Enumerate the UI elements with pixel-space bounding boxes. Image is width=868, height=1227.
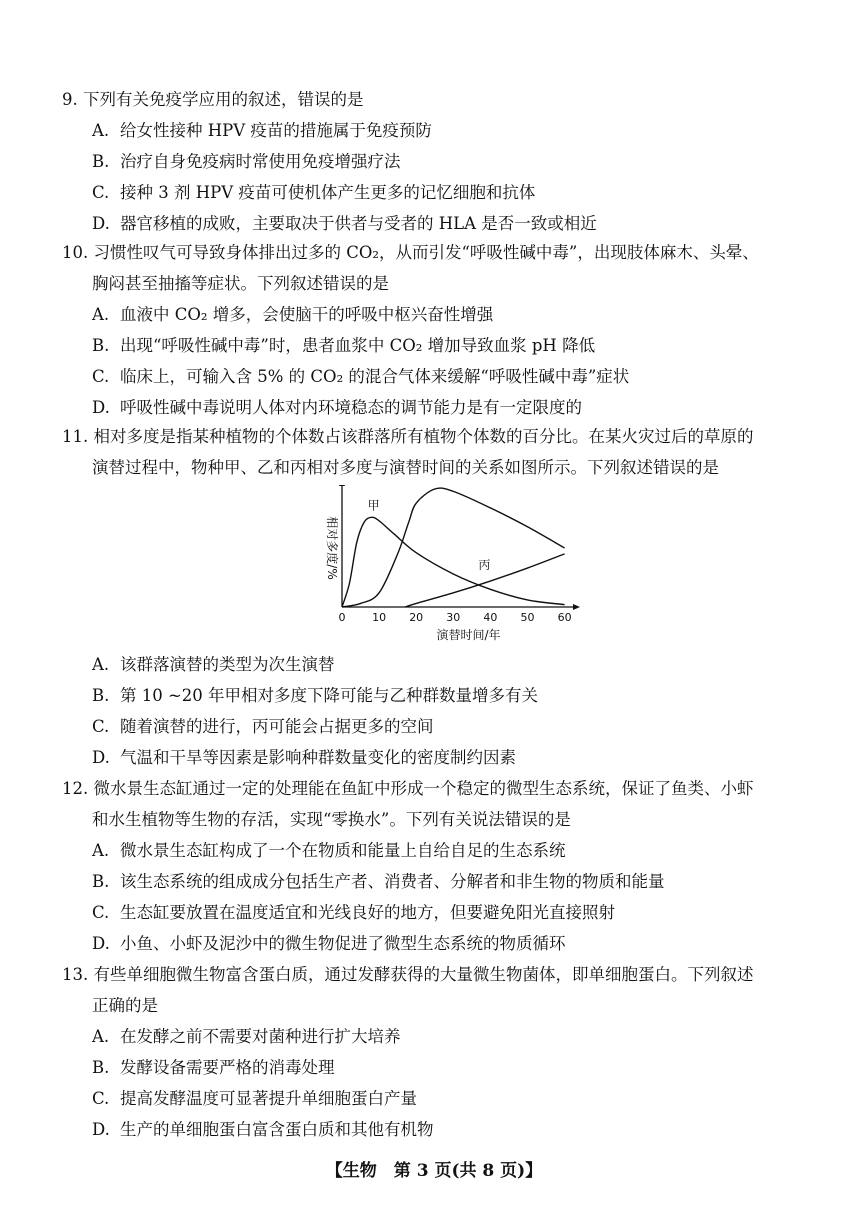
option-d: D. 呼吸性碱中毒说明人体对内环境稳态的调节能力是有一定限度的 — [92, 398, 582, 417]
option-c: C. 接种 3 剂 HPV 疫苗可使机体产生更多的记忆细胞和抗体 — [92, 183, 536, 202]
x-tick-label: 10 — [372, 611, 387, 624]
option-c: C. 提高发酵温度可显著提升单细胞蛋白产量 — [92, 1089, 417, 1108]
question-stem: 9. 下列有关免疫学应用的叙述，错误的是 — [62, 90, 364, 109]
question-stem: 13. 有些单细胞微生物富含蛋白质，通过发酵获得的大量微生物菌体，即单细胞蛋白。下列叙述 — [62, 965, 754, 984]
y-axis-arrow — [339, 485, 345, 486]
question-9 — [62, 84, 822, 239]
option-c: C. 生态缸要放置在温度适宜和光线良好的地方，但要避免阳光直接照射 — [92, 903, 615, 922]
series-label-3: 丙 — [478, 558, 491, 573]
option-b: B. 治疗自身免疫病时常使用免疫增强疗法 — [92, 152, 401, 171]
question-11 — [62, 421, 822, 483]
option-b: B. 第 10 ~20 年甲相对多度下降可能与乙种群数量增多有关 — [92, 686, 539, 705]
question-stem-continued: 演替过程中，物种甲、乙和丙相对多度与演替时间的关系如图所示。下列叙述错误的是 — [92, 458, 719, 477]
option-a: A. 给女性接种 HPV 疫苗的措施属于免疫预防 — [92, 121, 432, 140]
x-tick-label: 60 — [557, 611, 572, 624]
option-a: A. 微水景生态缸构成了一个在物质和能量上自给自足的生态系统 — [92, 841, 566, 860]
question-11-options — [62, 649, 822, 773]
option-d: D. 器官移植的成败，主要取决于供者与受者的 HLA 是否一致或相近 — [92, 214, 597, 233]
question-stem: 12. 微水景生态缸通过一定的处理能在鱼缸中形成一个稳定的微型生态系统，保证了鱼类、小虾 — [62, 779, 754, 798]
option-b: B. 发酵设备需要严格的消毒处理 — [92, 1058, 335, 1077]
question-stem-continued: 正确的是 — [92, 996, 158, 1015]
option-c: C. 临床上，可输入含 5% 的 CO₂ 的混合气体来缓解“呼吸性碱中毒”症状 — [92, 367, 630, 386]
question-10 — [62, 237, 822, 423]
option-c: C. 随着演替的进行，丙可能会占据更多的空间 — [92, 717, 434, 736]
option-a: A. 该群落演替的类型为次生演替 — [92, 655, 335, 674]
option-d: D. 小鱼、小虾及泥沙中的微生物促进了微型生态系统的物质循环 — [92, 934, 566, 953]
question-12 — [62, 773, 822, 959]
option-d: D. 气温和干旱等因素是影响种群数量变化的密度制约因素 — [92, 748, 516, 767]
succession-chart — [312, 485, 582, 645]
page-footer: 【生物 第 3 页(共 8 页)】 — [325, 1161, 543, 1181]
x-tick-label: 0 — [338, 611, 346, 624]
x-tick-label: 50 — [520, 611, 535, 624]
option-b: B. 该生态系统的组成成分包括生产者、消费者、分解者和非生物的物质和能量 — [92, 872, 665, 891]
x-tick-label: 30 — [446, 611, 461, 624]
series-label-1: 甲 — [367, 498, 380, 513]
question-stem: 11. 相对多度是指某种植物的个体数占该群落所有植物个体数的百分比。在某火灾过后的草原的 — [62, 427, 754, 446]
y-axis-label: 相对多度/% — [325, 516, 339, 580]
x-axis-arrow — [573, 604, 580, 610]
question-stem-continued: 和水生植物等生物的存活，实现“零换水”。下列有关说法错误的是 — [92, 810, 571, 829]
x-axis-label: 演替时间/年 — [436, 628, 501, 642]
option-a: A. 血液中 CO₂ 增多，会使脑干的呼吸中枢兴奋性增强 — [92, 305, 494, 324]
question-13 — [62, 959, 822, 1145]
option-a: A. 在发酵之前不需要对菌种进行扩大培养 — [92, 1027, 401, 1046]
question-stem-continued: 胸闷甚至抽搐等症状。下列叙述错误的是 — [92, 274, 389, 293]
option-b: B. 出现“呼吸性碱中毒”时，患者血浆中 CO₂ 增加导致血浆 pH 降低 — [92, 336, 596, 355]
question-stem: 10. 习惯性叹气可导致身体排出过多的 CO₂，从而引发“呼吸性碱中毒”，出现肢体麻木、头晕、 — [62, 243, 759, 262]
option-d: D. 生产的单细胞蛋白富含蛋白质和其他有机物 — [92, 1120, 434, 1139]
x-tick-label: 40 — [483, 611, 498, 624]
x-tick-label: 20 — [409, 611, 424, 624]
